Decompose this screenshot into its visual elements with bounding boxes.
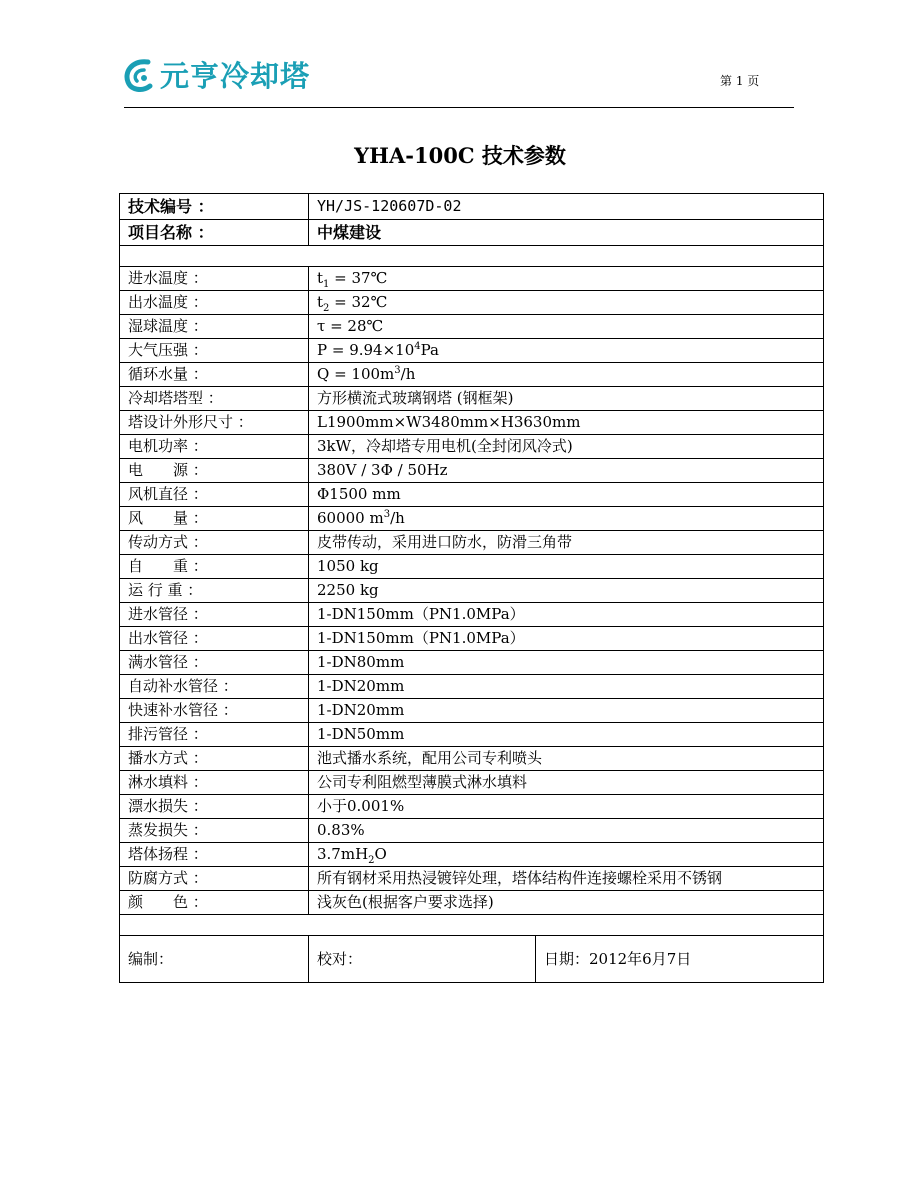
table-row <box>120 246 824 267</box>
param-label: 进水管径 ： <box>120 603 309 627</box>
param-label: 快速补水管径 ： <box>120 699 309 723</box>
param-value: τ = 28℃ <box>309 315 824 339</box>
table-row <box>120 915 824 936</box>
blank-cell <box>120 246 824 267</box>
spec-table <box>119 193 824 983</box>
param-label: 运 行 重 ： <box>120 579 309 603</box>
table-row <box>120 483 824 507</box>
param-label: 塔设计外形尺寸 ： <box>120 411 309 435</box>
table-row <box>120 819 824 843</box>
param-label: 大气压强 ： <box>120 339 309 363</box>
table-row <box>120 579 824 603</box>
param-label: 防腐方式 ： <box>120 867 309 891</box>
table-row <box>120 220 824 246</box>
header-divider <box>124 107 794 108</box>
param-label: 循环水量 ： <box>120 363 309 387</box>
table-row <box>120 267 824 291</box>
company-logo <box>122 54 310 98</box>
table-row <box>120 771 824 795</box>
param-label: 塔体扬程 ： <box>120 843 309 867</box>
table-row <box>120 315 824 339</box>
param-label: 自动补水管径 ： <box>120 675 309 699</box>
param-value: 60000 $m^3/h$ <box>309 507 824 531</box>
param-label: 湿球温度 ： <box>120 315 309 339</box>
param-value: 1050 kg <box>309 555 824 579</box>
table-row <box>120 555 824 579</box>
param-label: 出水管径 ： <box>120 627 309 651</box>
param-value: 所有钢材采用热浸镀锌处理，塔体结构件连接螺栓采用不锈钢 <box>309 867 824 891</box>
param-value: 1-DN150mm（PN1.0MPa） <box>309 603 824 627</box>
checked-by: 校对： <box>309 936 536 983</box>
table-row <box>120 747 824 771</box>
param-value: 小于0.001% <box>309 795 824 819</box>
table-row <box>120 363 824 387</box>
table-row <box>120 627 824 651</box>
code-label: 技术编号 ： <box>120 194 309 220</box>
param-value: 2250 kg <box>309 579 824 603</box>
table-row <box>120 867 824 891</box>
param-value: 1-DN150mm（PN1.0MPa） <box>309 627 824 651</box>
param-value: 380V / 3Φ / 50Hz <box>309 459 824 483</box>
table-row <box>120 795 824 819</box>
param-value: 1-DN20mm <box>309 699 824 723</box>
signature-row <box>120 936 824 983</box>
table-row <box>120 891 824 915</box>
param-value: 1-DN80mm <box>309 651 824 675</box>
logo-text: 元亨冷却塔 <box>160 59 311 93</box>
param-value: 池式播水系统，配用公司专利喷头 <box>309 747 824 771</box>
table-row <box>120 507 824 531</box>
param-label: 排污管径 ： <box>120 723 309 747</box>
param-value: 公司专利阻燃型薄膜式淋水填料 <box>309 771 824 795</box>
table-row <box>120 459 824 483</box>
page-number: 第 1 页 <box>720 74 760 88</box>
table-row <box>120 435 824 459</box>
param-value: L1900mm×W3480mm×H3630mm <box>309 411 824 435</box>
swirl-logo-icon <box>122 56 156 96</box>
table-row <box>120 387 824 411</box>
param-label: 进水温度 ： <box>120 267 309 291</box>
table-row <box>120 603 824 627</box>
param-value: 0.83% <box>309 819 824 843</box>
param-label: 风 量 ： <box>120 507 309 531</box>
document-title: YHA-100C 技术参数 <box>354 143 566 168</box>
param-label: 冷却塔塔型 ： <box>120 387 309 411</box>
param-value: $Q = 100m^3/h$ <box>309 363 824 387</box>
param-label: 蒸发损失 ： <box>120 819 309 843</box>
param-value: Φ1500 mm <box>309 483 824 507</box>
table-row <box>120 675 824 699</box>
table-row <box>120 531 824 555</box>
table-row <box>120 339 824 363</box>
table-row <box>120 411 824 435</box>
param-value: 1-DN20mm <box>309 675 824 699</box>
param-label: 淋水填料 ： <box>120 771 309 795</box>
param-label: 自 重 ： <box>120 555 309 579</box>
param-label: 电机功率 ： <box>120 435 309 459</box>
param-label: 传动方式 ： <box>120 531 309 555</box>
compiled-by: 编制： <box>120 936 309 983</box>
param-value: $t_2$ = 32℃ <box>309 291 824 315</box>
doc-date: 日期：2012年6月7日 <box>536 936 824 983</box>
param-label: 电 源 ： <box>120 459 309 483</box>
param-value: 皮带传动，采用进口防水，防滑三角带 <box>309 531 824 555</box>
param-value: $t_1$ = 37℃ <box>309 267 824 291</box>
project-value: 中煤建设 <box>309 220 824 246</box>
page-header <box>120 48 800 108</box>
param-label: 满水管径 ： <box>120 651 309 675</box>
code-value: YH/JS-120607D-02 <box>309 194 824 220</box>
param-label: 颜 色 ： <box>120 891 309 915</box>
param-value: 1-DN50mm <box>309 723 824 747</box>
table-row <box>120 291 824 315</box>
table-row <box>120 843 824 867</box>
param-value: 3kW，冷却塔专用电机(全封闭风冷式) <box>309 435 824 459</box>
param-value: $P = 9.94\times 10^4Pa$ <box>309 339 824 363</box>
param-label: 漂水损失 ： <box>120 795 309 819</box>
param-label: 出水温度 ： <box>120 291 309 315</box>
param-value: 浅灰色(根据客户要求选择) <box>309 891 824 915</box>
param-label: 播水方式 ： <box>120 747 309 771</box>
param-value: 方形横流式玻璃钢塔 (钢框架) <box>309 387 824 411</box>
table-row <box>120 723 824 747</box>
blank-cell <box>120 915 824 936</box>
table-row <box>120 651 824 675</box>
project-label: 项目名称 ： <box>120 220 309 246</box>
table-row <box>120 699 824 723</box>
param-label: 风机直径 ： <box>120 483 309 507</box>
table-row <box>120 194 824 220</box>
param-value: $3.7mH_2O$ <box>309 843 824 867</box>
